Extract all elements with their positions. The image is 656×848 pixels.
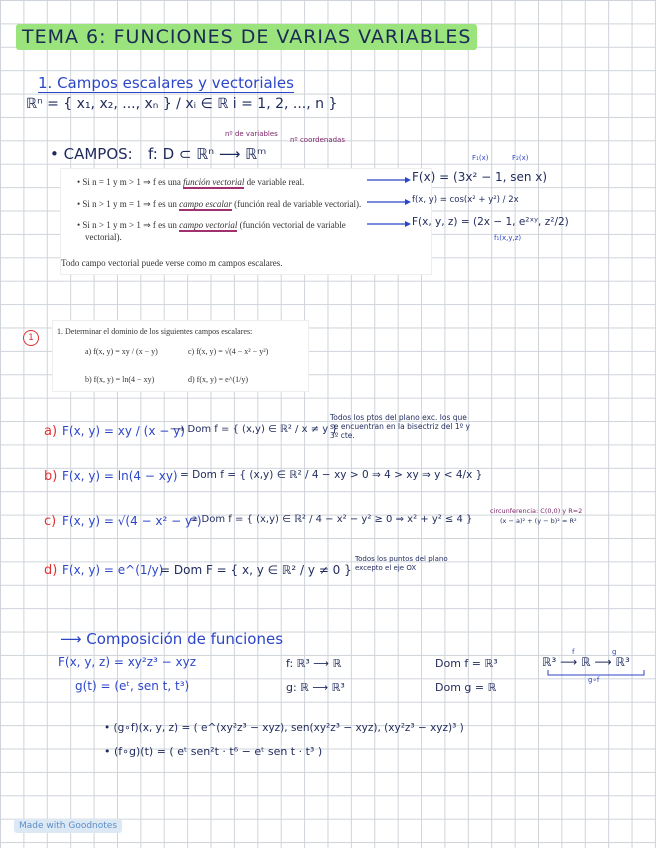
composition-f-mapping: f: ℝ³ ⟶ ℝ (286, 657, 342, 670)
bullet-2-post: (función real de variable vectorial). (231, 199, 362, 209)
bullet-campo-vectorial: • Si n > 1 y m > 1 ⇒ f es un campo vectorial (función vectorial de variable (77, 220, 346, 230)
ex1-label-f2: F₂(x) (512, 154, 529, 162)
example-funcion-vectorial: F(x) = (3x² − 1, sen x) (412, 170, 548, 184)
exercise-prompt: 1. Determinar el dominio de los siguientes campos escalares: (57, 327, 253, 336)
composition-fog: • (f∘g)(t) = ( eᵗ sen²t · t⁶ − eᵗ sen t · t³ ) (104, 745, 323, 758)
composition-f-definition: F(x, y, z) = xy²z³ − xyz (58, 655, 197, 669)
solution-c-function: F(x, y) = √(4 − x² − y²) (62, 514, 202, 528)
bullet-2-term: campo escalar (179, 199, 232, 209)
bullet-1-term: función vectorial (183, 177, 245, 187)
solution-d-label: d) (44, 563, 58, 578)
composition-dom-f: Dom f = ℝ³ (435, 657, 498, 670)
bullet-3-pre: Si n > 1 y m > 1 ⇒ f es un (82, 220, 180, 230)
solution-d-note: Todos los puntos del plano excepto el eje OX (355, 555, 448, 572)
solution-a-function: F(x, y) = xy / (x − y) (62, 424, 185, 438)
exercise-number-badge: 1 (23, 330, 39, 346)
note-m-coordinates: nº coordenadas (290, 136, 345, 144)
solution-c-note-circle: circunferencia: C(0,0) y R=2 (490, 507, 583, 515)
composition-diagram-bracket (546, 670, 646, 678)
solution-c-note-formula: (x − a)² + (y − b)² = R² (500, 517, 577, 525)
composition-heading: ⟶ Composición de funciones (60, 630, 284, 648)
exercise-b: b) f(x, y) = ln(4 − xy) (85, 375, 155, 384)
bullet-1-post: de variable real. (244, 177, 305, 187)
solution-a-domain: ⟶ Dom f = { (x,y) ∈ ℝ² / x ≠ y } (170, 424, 338, 435)
bullet-2-pre: Si n > 1 y m = 1 ⇒ f es un (82, 199, 180, 209)
exercise-d: d) f(x, y) = e^(1/y) (188, 375, 249, 384)
composition-gof: • (g∘f)(x, y, z) = ( e^(xy²z³ − xyz), sen(xy²z³ − xyz), (xy²z³ − xyz)³ ) (104, 722, 464, 734)
ex3-label: f₁(x,y,z) (494, 234, 522, 242)
composition-g-mapping: g: ℝ ⟶ ℝ³ (286, 681, 345, 694)
composition-diagram-g: g (612, 648, 617, 656)
section-heading-campos: 1. Campos escalares y vectoriales (38, 74, 294, 92)
campos-mapping: f: D ⊂ ℝⁿ ⟶ ℝᵐ (148, 145, 267, 163)
composition-g-definition: g(t) = (eᵗ, sen t, t³) (75, 679, 190, 693)
page-title (16, 26, 477, 48)
solution-d-domain: = Dom F = { x, y ∈ ℝ² / y ≠ 0 } (160, 563, 352, 577)
solution-c-domain: = Dom f = { (x,y) ∈ ℝ² / 4 − x² − y² ≥ 0 ⇒ x² + y² ≤ 4 } (190, 514, 473, 525)
solution-b-domain: = Dom f = { (x,y) ∈ ℝ² / 4 − xy > 0 ⇒ 4 > xy ⇒ y < 4/x } (180, 469, 483, 481)
title-text: TEMA 6: FUNCIONES DE VARIAS VARIABLES (16, 24, 477, 50)
solution-c-label: c) (44, 514, 57, 529)
bullet-3-post: (función vectorial de variable (237, 220, 346, 230)
paper-insert-exercise (52, 320, 309, 392)
solution-a-note: Todos los ptos del plano exc. los que se encuentran en la bisectriz del 1º y 3º cte. (330, 413, 470, 440)
exercise-c: c) f(x, y) = √(4 − x² − y²) (188, 347, 269, 356)
goodnotes-badge: Made with Goodnotes (14, 819, 122, 833)
composition-diagram-gof: g∘f (588, 676, 600, 684)
example-arrows (365, 172, 415, 232)
bullet-funcion-vectorial: • Si n = 1 y m > 1 ⇒ f es una función vectorial de variable real. (77, 177, 305, 187)
rn-definition: ℝⁿ = { x₁, x₂, ..., xₙ } / xᵢ ∈ ℝ i = 1, 2, ..., n } (26, 96, 338, 112)
bullet-3-term: campo vectorial (179, 220, 238, 230)
exercise-a: a) f(x, y) = xy / (x − y) (85, 347, 158, 356)
campos-label: • CAMPOS: (50, 145, 133, 163)
bullet-1-pre: Si n = 1 y m > 1 ⇒ f es una (82, 177, 184, 187)
bullet-3-continued: vectorial). (85, 232, 122, 242)
note-n-variables: nº de variables (225, 130, 278, 138)
solution-a-label: a) (44, 424, 58, 439)
campos-footer: Todo campo vectorial puede verse como m campos escalares. (61, 258, 283, 268)
solution-b-function: F(x, y) = ln(4 − xy) (62, 469, 178, 483)
example-campo-vectorial: F(x, y, z) = (2x − 1, e²ˣʸ, z²/2) (412, 216, 569, 228)
composition-diagram: ℝ³ ⟶ ℝ ⟶ ℝ³ (542, 655, 630, 669)
solution-b-label: b) (44, 469, 58, 484)
solution-d-function: F(x, y) = e^(1/y) (62, 563, 164, 577)
ex1-label-f1: F₁(x) (472, 154, 489, 162)
composition-diagram-f: f (572, 648, 575, 656)
composition-dom-g: Dom g = ℝ (435, 681, 497, 694)
example-campo-escalar: f(x, y) = cos(x² + y²) / 2x (412, 195, 519, 205)
bullet-campo-escalar: • Si n > 1 y m = 1 ⇒ f es un campo escalar (función real de variable vectorial). (77, 199, 362, 209)
